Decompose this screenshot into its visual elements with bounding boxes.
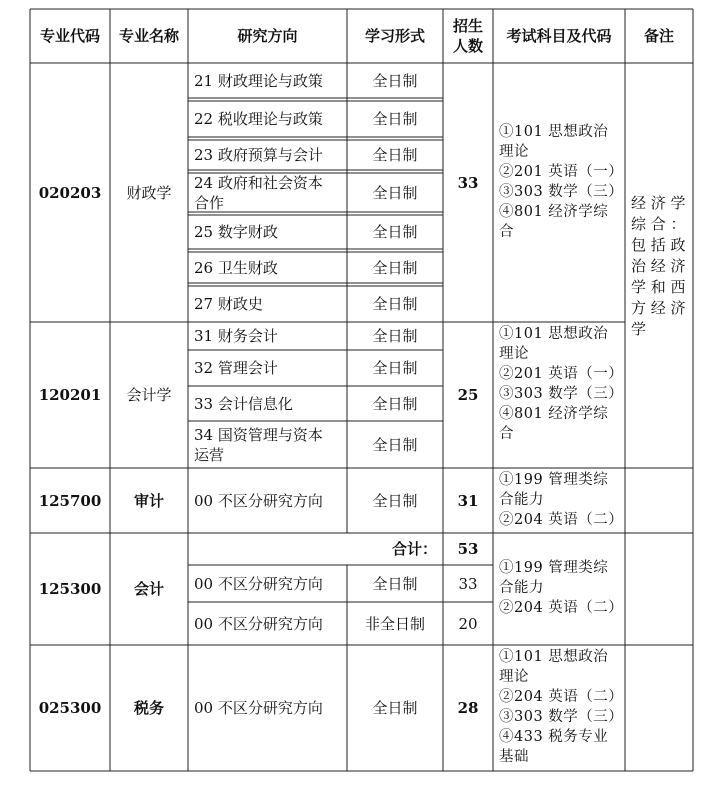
direction-item: 00 不区分研究方向 — [194, 699, 323, 717]
header-enrollment-line2: 人数 — [452, 37, 483, 55]
major-code: 020203 — [38, 183, 102, 202]
major-code: 125700 — [38, 491, 102, 510]
direction-item: 22 税收理论与政策 — [194, 110, 323, 128]
enrollment-count: 28 — [457, 699, 479, 717]
header-exam-subjects: 考试科目及代码 — [506, 27, 612, 45]
exam-line: ②204 英语（二） — [499, 600, 624, 616]
major-code: 025300 — [38, 699, 102, 717]
study-mode: 全日制 — [372, 146, 418, 164]
exam-line: ①101 思想政治 — [499, 326, 609, 342]
study-mode: 全日制 — [372, 110, 418, 128]
major-name: 会计学 — [126, 386, 172, 404]
enrollment-count: 33 — [457, 174, 479, 192]
study-mode: 非全日制 — [364, 614, 425, 633]
direction-item: 00 不区分研究方向 — [194, 574, 323, 593]
major-code: 125300 — [38, 580, 102, 598]
note-line: 学 — [631, 320, 647, 338]
note-line: 方 经 济 — [631, 299, 686, 317]
direction-item: 21 财政理论与政策 — [194, 71, 323, 90]
exam-line: ①199 管理类综 — [499, 472, 609, 488]
note-line: 包 括 政 — [631, 236, 686, 254]
direction-line: 合作 — [194, 193, 225, 212]
direction-item: 31 财务会计 — [194, 327, 278, 345]
exam-line: ④433 税务专业 — [499, 729, 609, 745]
study-mode: 全日制 — [372, 183, 418, 202]
exam-line: 理论 — [499, 346, 529, 362]
exam-line: ②201 英语（一） — [499, 164, 624, 180]
major-name: 会计 — [133, 580, 164, 598]
direction-item: 00 不区分研究方向 — [194, 614, 323, 633]
exam-line: ①199 管理类综 — [499, 560, 609, 576]
study-mode: 全日制 — [372, 491, 418, 510]
total-label: 合计： — [391, 540, 437, 558]
total-count: 53 — [457, 540, 479, 558]
major-name: 财政学 — [126, 183, 172, 202]
exam-subjects — [499, 558, 623, 618]
note-line: 经 济 学 — [631, 194, 686, 212]
major-name: 审计 — [133, 491, 164, 510]
direction-item: 32 管理会计 — [194, 359, 278, 377]
direction-line: 24 政府和社会资本 — [194, 173, 323, 192]
study-mode: 全日制 — [372, 223, 418, 241]
direction-item: 23 政府预算与会计 — [194, 146, 323, 164]
direction-item: 00 不区分研究方向 — [194, 491, 323, 510]
exam-line: ③303 数学（三） — [499, 709, 624, 725]
major-name: 税务 — [133, 699, 164, 717]
header-study-mode: 学习形式 — [364, 27, 425, 45]
study-mode: 全日制 — [372, 699, 418, 717]
exam-line: ②204 英语（二） — [499, 512, 624, 528]
direction-line: 34 国资管理与资本 — [194, 425, 323, 444]
exam-line: 合能力 — [499, 492, 544, 508]
direction-line: 运营 — [194, 445, 225, 464]
direction-item: 25 数字财政 — [194, 223, 278, 241]
exam-line: ④801 经济学综 — [499, 406, 609, 422]
direction-item: 26 卫生财政 — [194, 258, 278, 277]
study-mode: 全日制 — [372, 295, 418, 313]
enrollment-count: 31 — [457, 491, 479, 510]
note-line: 治 经 济 — [631, 257, 686, 275]
exam-subjects — [499, 122, 623, 242]
major-code: 120201 — [38, 386, 102, 404]
exam-line: ①101 思想政治 — [499, 649, 609, 665]
header-research-direction: 研究方向 — [237, 27, 298, 45]
exam-line: ③303 数学（三） — [499, 386, 624, 402]
exam-line: 理论 — [499, 669, 529, 685]
exam-line: 合能力 — [499, 580, 544, 596]
study-mode: 全日制 — [372, 359, 418, 377]
exam-line: ④801 经济学综 — [499, 204, 609, 220]
header-major-code: 专业代码 — [39, 27, 100, 45]
study-mode: 全日制 — [372, 71, 418, 90]
exam-line: 合 — [499, 426, 514, 442]
exam-line: ③303 数学（三） — [499, 184, 624, 200]
note-line: 综 合 ： — [631, 215, 686, 233]
direction-item — [194, 173, 347, 212]
note-line: 学 和 西 — [631, 278, 686, 296]
exam-line: 理论 — [499, 144, 529, 160]
header-note: 备注 — [643, 27, 674, 45]
study-mode: 全日制 — [372, 258, 418, 277]
exam-subjects — [499, 324, 623, 444]
exam-line: ②204 英语（二） — [499, 689, 624, 705]
header-enrollment-line1: 招生 — [452, 17, 483, 35]
enrollment-count: 25 — [457, 386, 479, 404]
exam-line: ②201 英语（一） — [499, 366, 624, 382]
header-major-name: 专业名称 — [118, 27, 179, 45]
direction-item — [194, 421, 347, 468]
study-mode: 全日制 — [372, 435, 418, 454]
exam-subjects — [499, 647, 623, 767]
exam-line: 基础 — [499, 749, 529, 765]
direction-item: 27 财政史 — [194, 295, 263, 313]
study-mode: 全日制 — [372, 574, 418, 593]
enrollment-count: 20 — [458, 614, 478, 633]
direction-item: 33 会计信息化 — [194, 394, 293, 413]
exam-subjects — [499, 470, 623, 530]
study-mode: 全日制 — [372, 394, 418, 413]
study-mode: 全日制 — [372, 327, 418, 345]
exam-line: ①101 思想政治 — [499, 124, 609, 140]
header-enrollment — [443, 9, 493, 63]
exam-line: 合 — [499, 224, 514, 240]
enrollment-count: 33 — [458, 574, 478, 593]
note-text — [631, 193, 691, 340]
